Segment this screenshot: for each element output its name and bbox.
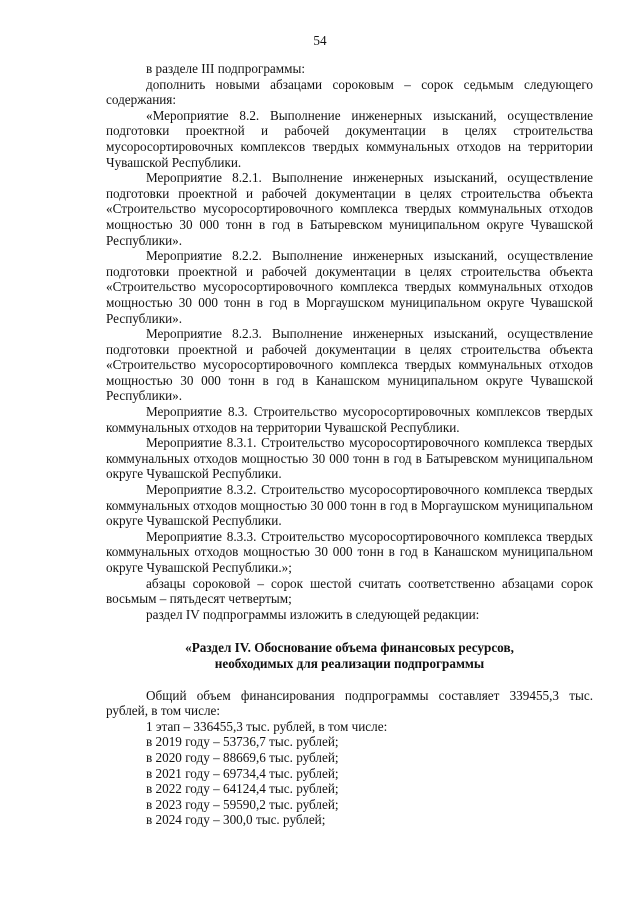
document-body xyxy=(106,61,593,828)
section-heading xyxy=(106,640,593,671)
funding-line: в 2021 году – 69734,4 тыс. рублей; xyxy=(146,765,339,781)
paragraph: Мероприятие 8.2.1. Выполнение инженерных изысканий, осуществление подготовки проектной и рабочей документации в целях строительства объекта «Строительство мусоросортировочного комплекса твердых коммунальных отходов мощностью 30 000 тонн в год в Батыревском муниципальном округе Чувашской Республики». xyxy=(106,170,593,248)
funding-line: 1 этап – 336455,3 тыс. рублей, в том числе: xyxy=(146,718,388,734)
funding-line: в 2024 году – 300,0 тыс. рублей; xyxy=(146,812,326,828)
funding-line: в 2022 году – 64124,4 тыс. рублей; xyxy=(146,781,339,797)
paragraph: Мероприятие 8.2.2. Выполнение инженерных изысканий, осуществление подготовки проектной и рабочей документации в целях строительства объекта «Строительство мусоросортировочного комплекса твердых коммунальных отходов мощностью 30 000 тонн в год в Моргаушском муниципальном округе Чувашской Республики». xyxy=(106,248,593,326)
paragraph: Общий объем финансирования подпрограммы составляет 339455,3 тыс. рублей, в том числе: xyxy=(106,687,593,719)
paragraph: Мероприятие 8.3.2. Строительство мусоросортировочного комплекса твердых коммунальных отходов мощностью 30 000 тонн в год в Моргаушском муниципальном округе Чувашской Республики. xyxy=(106,482,593,529)
paragraph: Мероприятие 8.3.3. Строительство мусоросортировочного комплекса твердых коммунальных отходов мощностью 30 000 тонн в год в Канашском муниципальном округе Чувашской Республики.»; xyxy=(106,528,593,575)
paragraph: дополнить новыми абзацами сороковым – сорок седьмым следующего содержания: xyxy=(106,76,593,108)
paragraph: Мероприятие 8.2.3. Выполнение инженерных изысканий, осуществление подготовки проектной и рабочей документации в целях строительства объекта «Строительство мусоросортировочного комплекса твердых коммунальных отходов мощностью 30 000 тонн в год в Канашском муниципальном округе Чувашской Республики». xyxy=(106,326,593,404)
funding-line: в 2019 году – 53736,7 тыс. рублей; xyxy=(146,734,339,750)
paragraph: Мероприятие 8.3.1. Строительство мусоросортировочного комплекса твердых коммунальных отходов мощностью 30 000 тонн в год в Батыревском муниципальном округе Чувашской Республики. xyxy=(106,435,593,482)
paragraph: «Мероприятие 8.2. Выполнение инженерных изысканий, осуществление подготовки проектной и рабочей документации в целях строительства мусоросортировочных комплексов твердых коммунальных отходов на территории Чувашской Республики. xyxy=(106,107,593,170)
funding-line: в 2023 году – 59590,2 тыс. рублей; xyxy=(146,796,339,812)
paragraph: абзацы сороковой – сорок шестой считать соответственно абзацами сорок восьмым – пятьдесят четвертым; xyxy=(106,575,593,607)
section-heading-line: «Раздел IV. Обоснование объема финансовых ресурсов, xyxy=(185,640,514,656)
funding-line: в 2020 году – 88669,6 тыс. рублей; xyxy=(146,749,339,765)
paragraph: Мероприятие 8.3. Строительство мусоросортировочных комплексов твердых коммунальных отходов на территории Чувашской Республики. xyxy=(106,404,593,435)
section-heading-line: необходимых для реализации подпрограммы xyxy=(214,655,485,671)
paragraph: в разделе III подпрограммы: xyxy=(146,61,306,76)
page-number: 54 xyxy=(313,33,327,48)
paragraph: раздел IV подпрограммы изложить в следующей редакции: xyxy=(146,606,480,622)
